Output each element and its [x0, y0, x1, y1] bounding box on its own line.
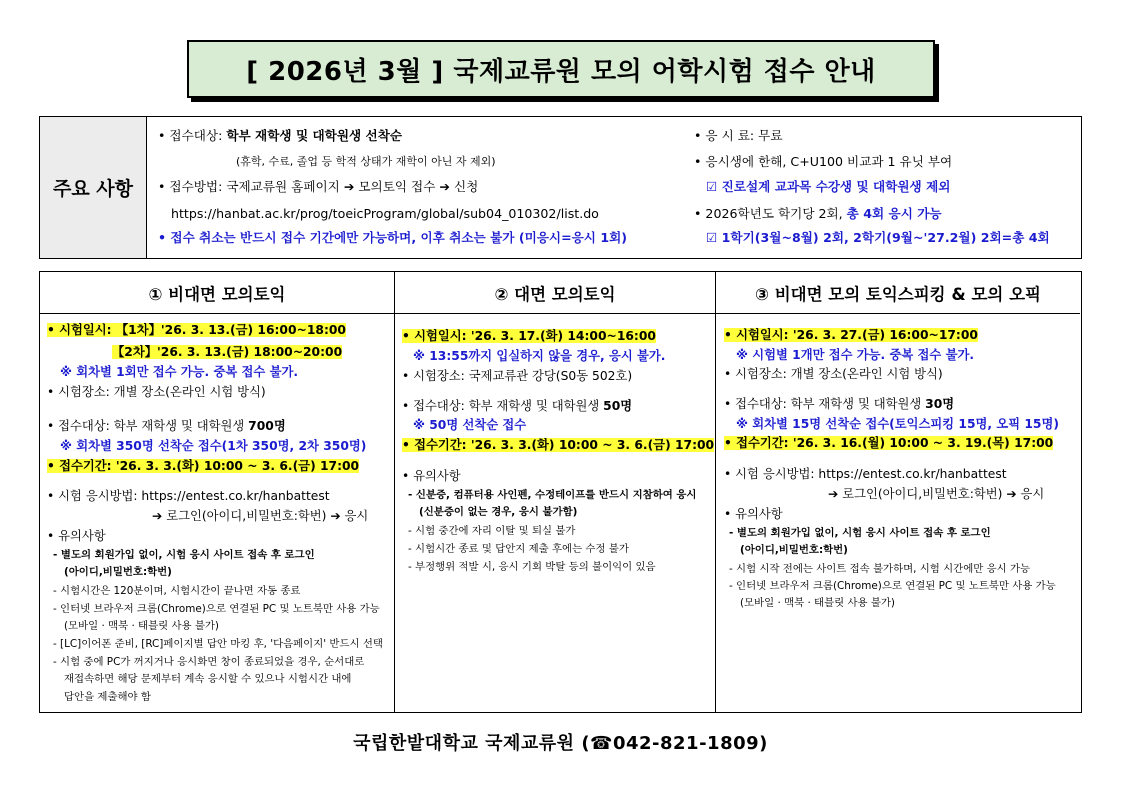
cancel-notice: • 접수 취소는 반드시 접수 기간에만 가능하며, 이후 취소는 불가 (미응시=응시 1회) [158, 230, 628, 245]
column-header: ② 대면 모의토익 [395, 272, 715, 314]
notes-title: • 유의사항 [47, 529, 106, 543]
target-line: • 접수대상: 학부 재학생 및 대학원생 50명 [402, 399, 633, 413]
exam-date-2: 【2차】'26. 3. 13.(금) 18:00~20:00 [112, 345, 343, 359]
note-item: - 시험시간은 120분이며, 시험시간이 끝나면 자동 종료 [53, 585, 301, 597]
target-note: ※ 회차별 350명 선착순 접수(1차 350명, 2차 350명) [60, 439, 367, 453]
note-item: - 시험 중에 PC가 꺼지거나 응시화면 창이 종료되었을 경우, 순서대로 [53, 656, 365, 668]
apply-period: • 접수기간: '26. 3. 3.(화) 10:00 ~ 3. 6.(금) 17:00 [47, 459, 360, 473]
test-method-login: ➔ 로그인(아이디,비밀번호:학번) ➔ 응시 [828, 487, 1045, 501]
exam-place: • 시험장소: 개별 장소(온라인 시험 방식) [724, 367, 943, 381]
notes-title: • 유의사항 [724, 507, 783, 521]
note-item: - 별도의 회원가입 없이, 시험 응시 사이트 접속 후 로그인 [729, 527, 991, 539]
date-note: ※ 시험별 1개만 접수 가능. 중복 접수 불가. [736, 348, 975, 362]
apply-period: • 접수기간: '26. 3. 16.(월) 10:00 ~ 3. 19.(목) 17:00 [724, 436, 1054, 450]
main-info-table [39, 116, 1082, 259]
note-item: - 시험 시작 전에는 사이트 접속 불가하며, 시험 시간에만 응시 가능 [729, 563, 1031, 575]
note-item: - 시험 중간에 자리 이탈 및 퇴실 불가 [408, 525, 576, 537]
target-note: ※ 회차별 15명 선착순 접수(토익스피킹 15명, 오픽 15명) [736, 417, 1059, 431]
exam-date: • 시험일시: '26. 3. 27.(금) 16:00~17:00 [724, 328, 978, 342]
test-method: • 시험 응시방법: https://entest.co.kr/hanbattest [724, 467, 1007, 481]
exam-date: • 시험일시: 【1차】'26. 3. 13.(금) 16:00~18:00 [47, 323, 346, 337]
note-item: - 신분증, 컴퓨터용 사인펜, 수정테이프를 반드시 지참하여 응시 [408, 489, 697, 501]
column-online-toeic [40, 272, 395, 712]
title-banner [187, 40, 935, 98]
note-item: - 별도의 회원가입 없이, 시험 응시 사이트 접속 후 로그인 [53, 549, 315, 561]
fee-line: • 응 시 료: 무료 [694, 128, 783, 143]
column-header: ③ 비대면 모의 토익스피킹 & 모의 오픽 [716, 272, 1080, 314]
method-line: • 접수방법: 국제교류원 홈페이지 ➔ 모의토익 접수 ➔ 신청 [158, 179, 479, 194]
limit-note: ☑ 1학기(3월~8월) 2회, 2학기(9월~'27.2월) 2회=총 4회 [706, 230, 1050, 245]
credit-note: ☑ 진로설계 교과목 수강생 및 대학원생 제외 [706, 179, 951, 194]
exam-place: • 시험장소: 국제교류관 강당(S0동 502호) [402, 369, 633, 383]
note-item: - [LC]이어폰 준비, [RC]페이지별 답안 마킹 후, '다음페이지' 반드시 선택 [53, 638, 383, 650]
note-item: (아이디,비밀번호:학번) [740, 544, 848, 556]
note-item: (모바일 · 맥북 · 태블릿 사용 불가) [740, 597, 895, 609]
apply-period: • 접수기간: '26. 3. 3.(화) 10:00 ~ 3. 6.(금) 17:00 [402, 438, 715, 452]
target-line: • 접수대상: 학부 재학생 및 대학원생 30명 [724, 397, 955, 411]
note-item: (모바일 · 맥북 · 태블릿 사용 불가) [64, 620, 219, 632]
column-offline-toeic [395, 272, 716, 712]
footer-contact: 국립한밭대학교 국제교류원 (☎042-821-1809) [353, 733, 768, 754]
date-note: ※ 13:55까지 입실하지 않을 경우, 응시 불가. [413, 349, 666, 363]
credit-line: • 응시생에 한해, C+U100 비교과 1 유닛 부여 [694, 154, 953, 169]
test-method: • 시험 응시방법: https://entest.co.kr/hanbattest [47, 489, 330, 503]
target-line: • 접수대상: 학부 재학생 및 대학원생 700명 [47, 419, 286, 433]
column-header: ① 비대면 모의토익 [40, 272, 394, 314]
target-note: (휴학, 수료, 졸업 등 학적 상태가 재학이 아닌 자 제외) [236, 155, 496, 168]
note-item: - 인터넷 브라우저 크롬(Chrome)으로 연결된 PC 및 노트북만 사용 가능 [53, 603, 380, 615]
note-item: - 인터넷 브라우저 크롬(Chrome)으로 연결된 PC 및 노트북만 사용 가능 [729, 580, 1056, 592]
test-method-login: ➔ 로그인(아이디,비밀번호:학번) ➔ 응시 [152, 509, 369, 523]
limit-line: • 2026학년도 학기당 2회, 총 4회 응시 가능 [694, 206, 942, 221]
date-note: ※ 회차별 1회만 접수 가능. 중복 접수 불가. [60, 365, 299, 379]
application-url[interactable]: https://hanbat.ac.kr/prog/toeicProgram/global/sub04_010302/list.do [171, 206, 599, 221]
page-title: [ 2026년 3월 ] 국제교류원 모의 어학시험 접수 안내 [246, 56, 876, 87]
target-line: • 접수대상: 학부 재학생 및 대학원생 선착순 [158, 128, 403, 143]
exam-place: • 시험장소: 개별 장소(온라인 시험 방식) [47, 385, 266, 399]
exam-columns [39, 271, 1082, 713]
note-item: (신분증이 없는 경우, 응시 불가함) [419, 506, 578, 518]
note-item: - 부정행위 적발 시, 응시 기회 박탈 등의 불이익이 있음 [408, 561, 656, 573]
main-label: 주요 사항 [40, 117, 147, 258]
target-note: ※ 50명 선착순 접수 [413, 418, 527, 432]
note-item: - 시험시간 종료 및 답안지 제출 후에는 수정 불가 [408, 543, 629, 555]
note-item: 재접속하면 해당 문제부터 계속 응시할 수 있으나 시험시간 내에 [64, 673, 352, 685]
notes-title: • 유의사항 [402, 469, 461, 483]
exam-date: • 시험일시: '26. 3. 17.(화) 14:00~16:00 [402, 329, 656, 343]
note-item: 답안을 제출해야 함 [64, 691, 151, 703]
column-speaking-opic [716, 272, 1080, 712]
note-item: (아이디,비밀번호:학번) [64, 566, 172, 578]
